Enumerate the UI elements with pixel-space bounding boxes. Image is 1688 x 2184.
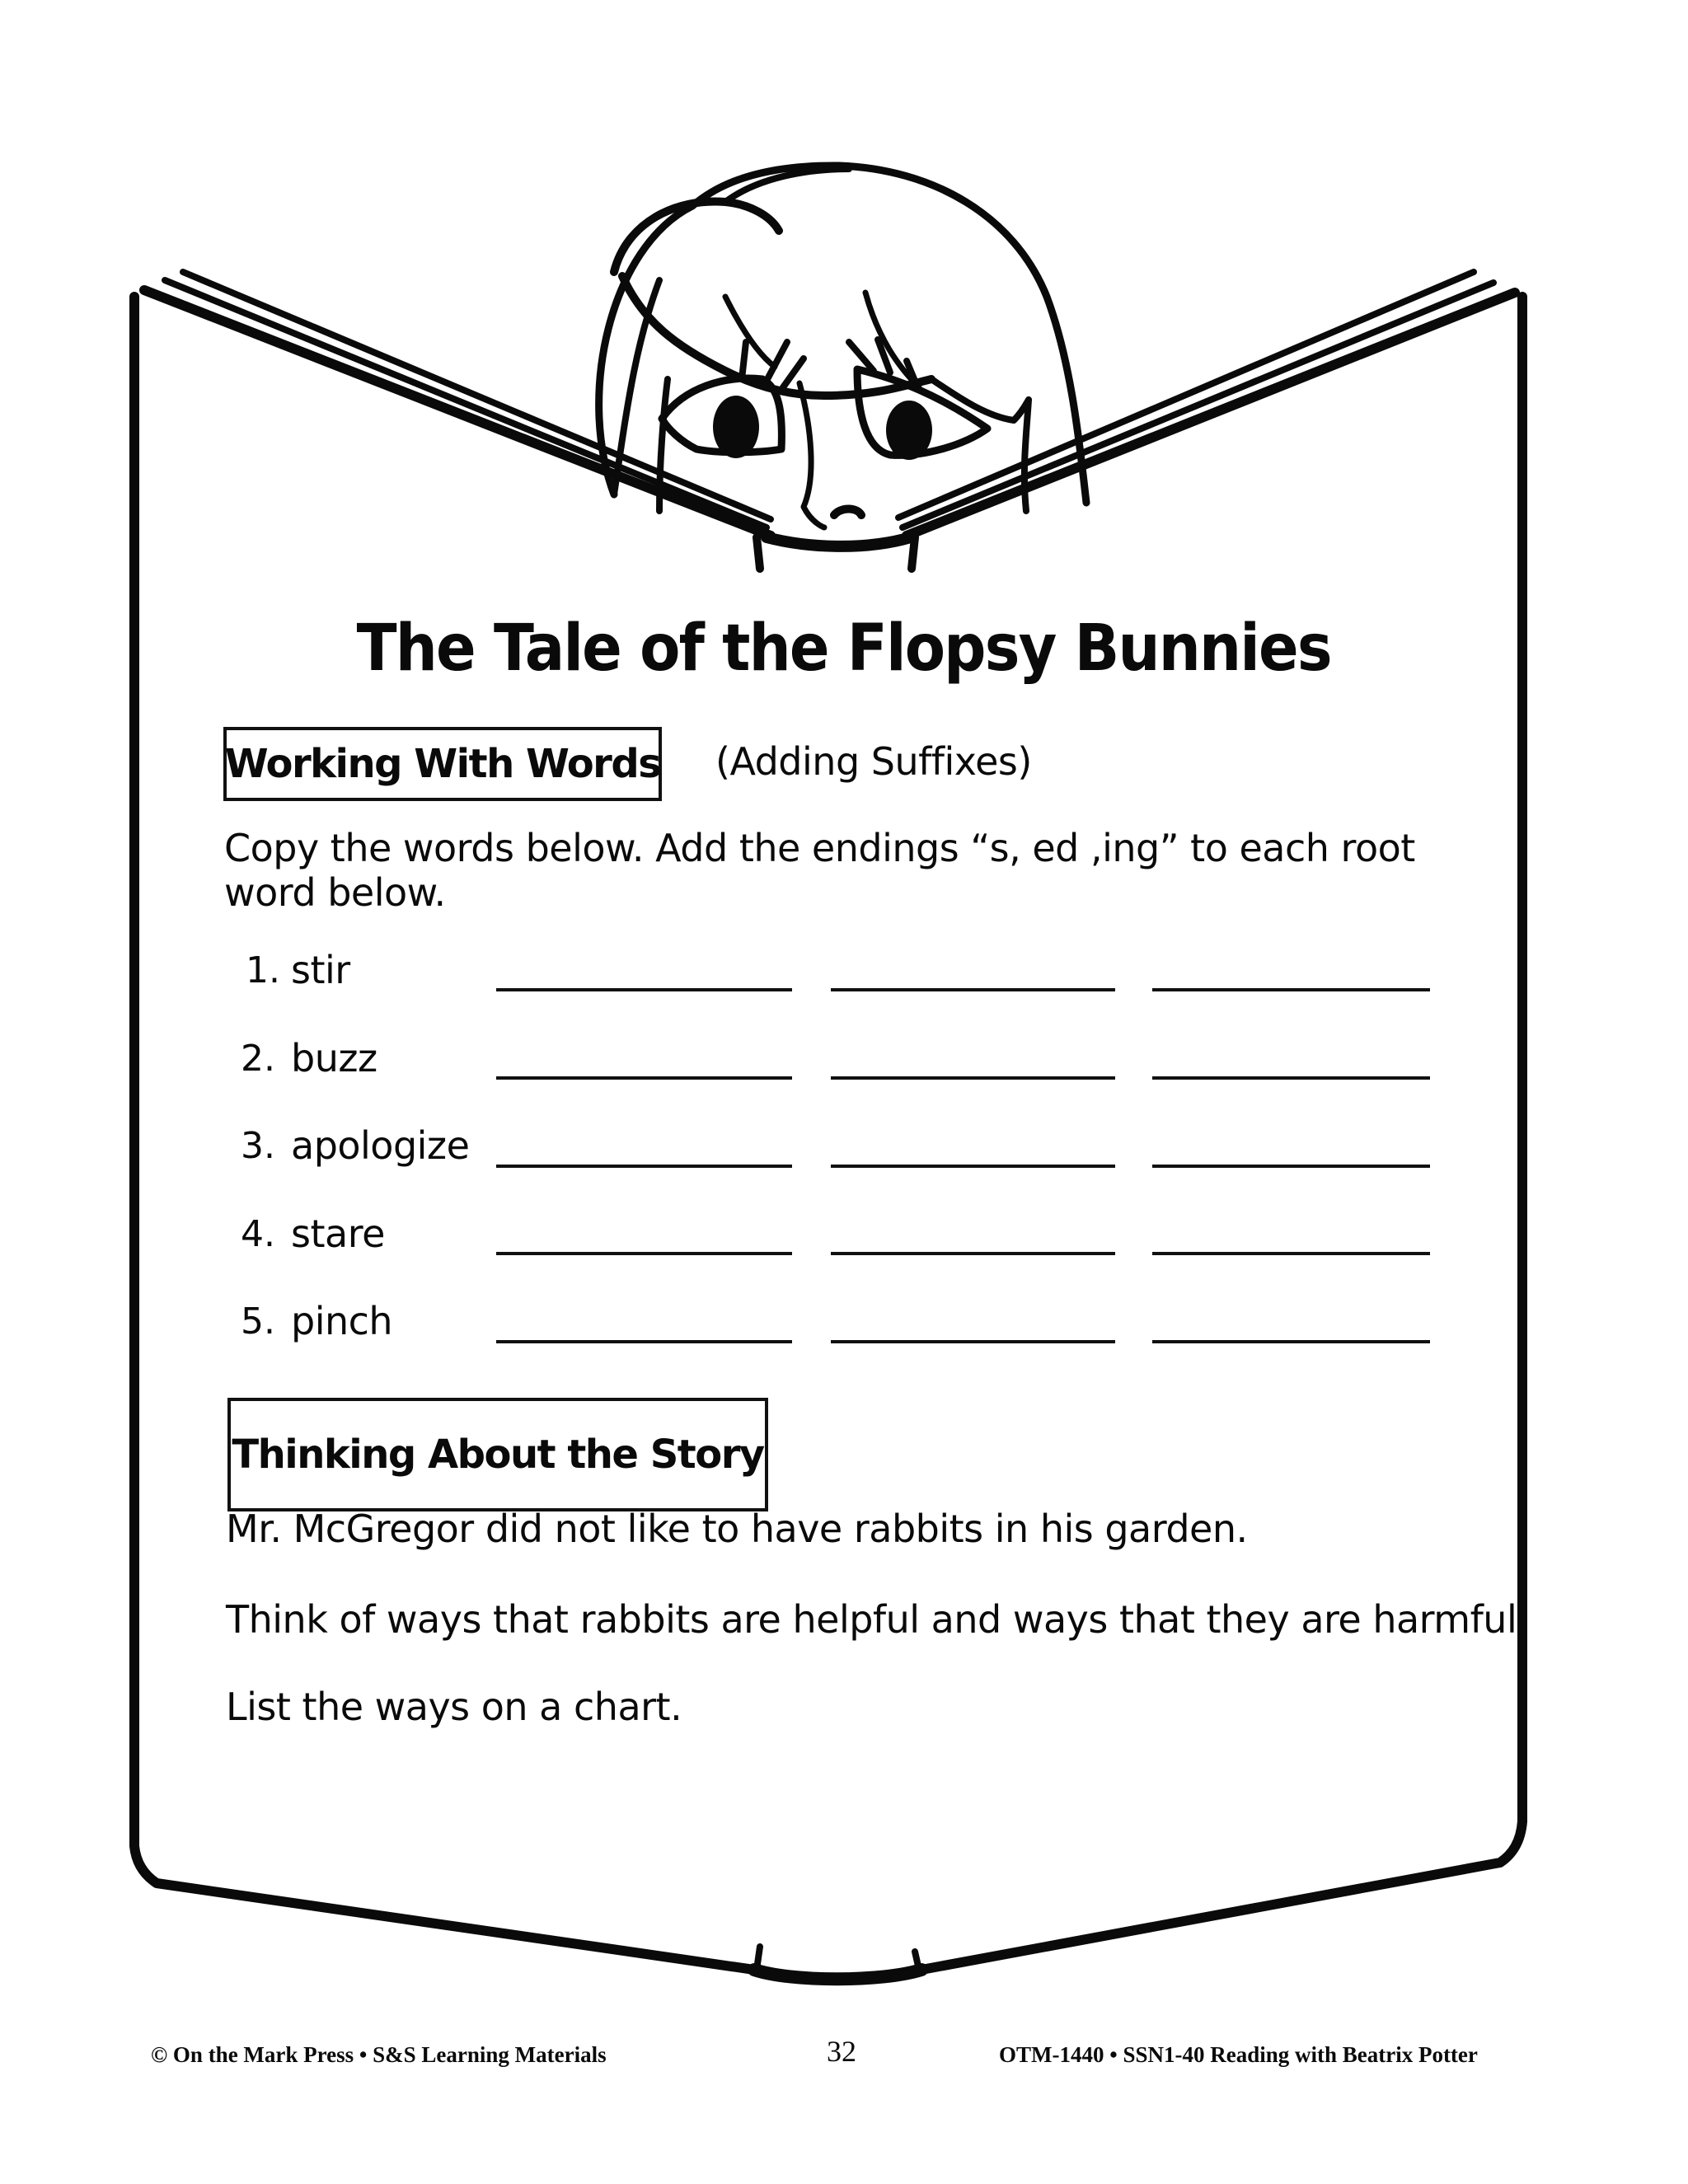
footer-series: OTM-1440 • SSN1-40 Reading with Beatrix Potter — [999, 2042, 1478, 2067]
item-word: stare — [291, 1212, 385, 1256]
thinking-about-story-heading — [227, 1398, 768, 1511]
answer-blank-s[interactable] — [496, 1340, 792, 1343]
answer-blank-ed[interactable] — [831, 1340, 1115, 1343]
page-number: 32 — [827, 2035, 856, 2068]
answer-blank-ing[interactable] — [1152, 1165, 1430, 1168]
answer-blank-s[interactable] — [496, 1076, 792, 1080]
answer-blank-ing[interactable] — [1152, 1340, 1430, 1343]
answer-blank-s[interactable] — [496, 1252, 792, 1255]
item-number: 5. — [241, 1301, 275, 1343]
answer-blank-ing[interactable] — [1152, 988, 1430, 991]
instructions-line-2: word below. — [224, 870, 446, 915]
answer-blank-s[interactable] — [496, 988, 792, 991]
item-number: 2. — [241, 1038, 275, 1080]
item-number: 4. — [241, 1213, 275, 1255]
answer-blank-ed[interactable] — [831, 988, 1115, 991]
girl-hair-icon — [599, 166, 1086, 511]
story-sentence-3: List the ways on a chart. — [226, 1685, 682, 1729]
story-sentence-1: Mr. McGregor did not like to have rabbits in his garden. — [226, 1507, 1248, 1551]
answer-blank-ing[interactable] — [1152, 1252, 1430, 1255]
footer-publisher: © On the Mark Press • S&S Learning Materials — [151, 2042, 607, 2067]
item-word: buzz — [291, 1036, 377, 1080]
story-sentence-2: Think of ways that rabbits are helpful and ways that they are harmful. — [226, 1597, 1529, 1642]
item-word: apologize — [291, 1123, 470, 1168]
adding-suffixes-subheading: (Adding Suffixes) — [715, 739, 1032, 784]
working-with-words-label: Working With Words — [224, 741, 661, 787]
answer-blank-ed[interactable] — [831, 1165, 1115, 1168]
instructions-line-1: Copy the words below. Add the endings “s, ed ,ing” to each root — [224, 826, 1415, 870]
thinking-about-story-label: Thinking About the Story — [232, 1432, 764, 1478]
page-title: The Tale of the Flopsy Bunnies — [356, 612, 1331, 686]
answer-blank-ing[interactable] — [1152, 1076, 1430, 1080]
working-with-words-heading — [223, 727, 662, 801]
answer-blank-ed[interactable] — [831, 1252, 1115, 1255]
answer-blank-ed[interactable] — [831, 1076, 1115, 1080]
item-word: stir — [291, 948, 350, 992]
answer-blank-s[interactable] — [496, 1165, 792, 1168]
item-word: pinch — [291, 1299, 393, 1343]
item-number: 1. — [246, 949, 280, 991]
item-number: 3. — [241, 1125, 275, 1167]
